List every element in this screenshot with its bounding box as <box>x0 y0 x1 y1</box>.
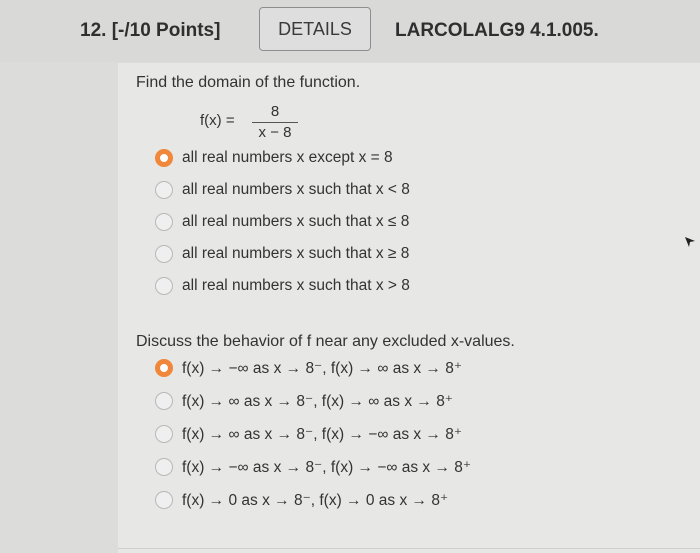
radio-button[interactable] <box>155 277 173 295</box>
mouse-cursor-icon <box>684 236 696 248</box>
radio-button[interactable] <box>155 181 173 199</box>
radio-button[interactable] <box>155 458 173 476</box>
function-expression <box>200 104 310 144</box>
option-label: f(x) → ∞ as x → 8⁻, f(x) → −∞ as x → 8⁺ <box>182 426 463 443</box>
problem-code: LARCOLALG9 4.1.005. <box>395 20 599 41</box>
option-label: all real numbers x such that x < 8 <box>182 181 410 198</box>
question-points: [-/10 Points] <box>111 20 221 41</box>
question-number: 12. <box>80 20 107 41</box>
radio-button[interactable] <box>155 491 173 509</box>
function-numerator: 8 <box>270 103 280 120</box>
radio-button[interactable] <box>155 392 173 410</box>
radio-button[interactable] <box>155 425 173 443</box>
radio-button[interactable] <box>155 149 173 167</box>
radio-button[interactable] <box>155 245 173 263</box>
divider <box>118 548 700 549</box>
radio-button[interactable] <box>155 359 173 377</box>
radio-button[interactable] <box>155 213 173 231</box>
details-button[interactable]: DETAILS <box>259 7 371 51</box>
function-fraction <box>252 104 298 141</box>
behavior-prompt: Discuss the behavior of f near any excluded x-values. <box>136 333 515 350</box>
question-title <box>80 20 220 42</box>
function-lhs: f(x) = <box>200 112 235 129</box>
option-label: all real numbers x such that x ≤ 8 <box>182 213 410 230</box>
option-label: all real numbers x except x = 8 <box>182 149 393 166</box>
option-label: f(x) → 0 as x → 8⁻, f(x) → 0 as x → 8⁺ <box>182 492 449 509</box>
function-denominator: x − 8 <box>258 124 292 141</box>
fraction-bar <box>252 122 298 123</box>
option-label: f(x) → ∞ as x → 8⁻, f(x) → ∞ as x → 8⁺ <box>182 393 453 410</box>
domain-prompt: Find the domain of the function. <box>136 74 361 91</box>
option-label: all real numbers x such that x ≥ 8 <box>182 245 410 262</box>
option-label: all real numbers x such that x > 8 <box>182 277 410 294</box>
option-label: f(x) → −∞ as x → 8⁻, f(x) → −∞ as x → 8⁺ <box>182 459 472 476</box>
question-header <box>0 0 700 62</box>
option-label: f(x) → −∞ as x → 8⁻, f(x) → ∞ as x → 8⁺ <box>182 360 463 377</box>
